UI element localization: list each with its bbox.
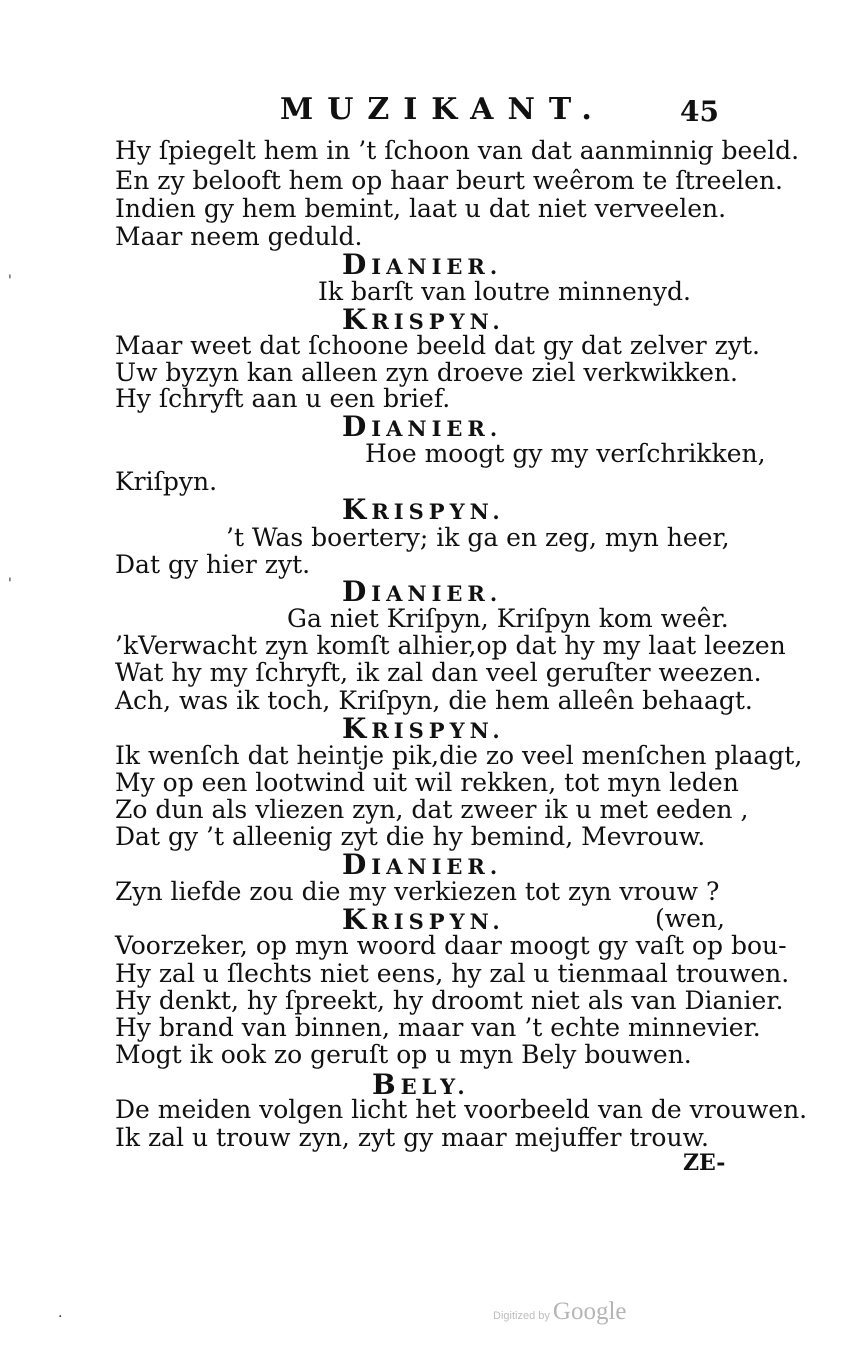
speaker-label: DIANIER. <box>342 848 503 881</box>
google-logo: Google <box>552 1298 627 1325</box>
margin-mark: ' <box>8 576 12 592</box>
verse-line: Ga niet Kriſpyn, Kriſpyn kom weêr. <box>287 604 729 633</box>
speaker-label: KRISPYN. <box>342 712 505 745</box>
speaker-label: KRISPYN. <box>342 493 505 526</box>
verse-line: Dat gy ’t alleenig zyt die hy bemind, Mevrouw. <box>115 822 706 851</box>
verse-line: Wat hy my ſchryft, ik zal dan veel geruſter weezen. <box>115 658 762 687</box>
verse-line: Indien gy hem bemint, laat u dat niet verveelen. <box>115 194 727 223</box>
speaker-label: KRISPYN. <box>342 303 505 336</box>
verse-line: En zy belooft hem op haar beurt weêrom te ſtreelen. <box>115 166 783 195</box>
verse-line: Hy ſchryft aan u een brief. <box>115 384 451 413</box>
margin-mark: . <box>58 1305 63 1321</box>
margin-mark: ' <box>8 273 12 289</box>
verse-line: Maar neem geduld. <box>115 222 363 251</box>
verse-line-overflow: (wen, <box>655 904 725 933</box>
running-title: MUZIKANT. <box>280 92 606 127</box>
verse-line: Hy ſpiegelt hem in ’t ſchoon van dat aanminnig beeld. <box>115 136 800 165</box>
verse-line: Maar weet dat ſchoone beeld dat gy dat zelver zyt. <box>115 331 760 360</box>
speaker-label: KRISPYN. <box>342 903 505 936</box>
verse-line: Ik zal u trouw zyn, zyt gy maar mejuffer trouw. <box>115 1123 709 1152</box>
catchword: ZE- <box>683 1150 726 1176</box>
verse-line: Uw byzyn kan alleen zyn droeve ziel verkwikken. <box>115 358 738 387</box>
speaker-label: DIANIER. <box>342 410 503 443</box>
verse-line: Ik barſt van loutre minnenyd. <box>318 277 691 306</box>
speaker-label: BELY. <box>372 1068 470 1101</box>
verse-line: Hy denkt, hy ſpreekt, hy droomt niet als van Dianier. <box>115 986 784 1015</box>
verse-line: De meiden volgen licht het voorbeeld van de vrouwen. <box>115 1095 808 1124</box>
verse-line: Ach, was ik toch, Kriſpyn, die hem alleên behaagt. <box>115 686 753 715</box>
verse-line: Hoe moogt gy my verſchrikken, <box>365 439 766 468</box>
verse-line: Hy brand van binnen, maar van ’t echte minnevier. <box>115 1013 761 1042</box>
digitized-watermark: Digitized by Google <box>493 1298 627 1325</box>
speaker-label: DIANIER. <box>342 248 503 281</box>
verse-line: Ik wenſch dat heintje pik,die zo veel menſchen plaagt, <box>115 741 803 770</box>
verse-line: Dat gy hier zyt. <box>115 550 311 579</box>
verse-line: Zo dun als vliezen zyn, dat zweer ik u met eeden , <box>115 795 749 824</box>
verse-line: Kriſpyn. <box>115 467 218 496</box>
verse-line: My op een lootwind uit wil rekken, tot myn leden <box>115 768 739 797</box>
verse-line: Mogt ik ook zo geruſt op u myn Bely bouwen. <box>115 1040 692 1069</box>
verse-line: Voorzeker, op myn woord daar moogt gy vaſt op bou- <box>115 931 787 960</box>
verse-line: Zyn liefde zou die my verkiezen tot zyn vrouw ? <box>115 877 720 906</box>
verse-line: ’kVerwacht zyn komſt alhier,op dat hy my laat leezen <box>115 631 786 660</box>
verse-line: Hy zal u ſlechts niet eens, hy zal u tienmaal trouwen. <box>115 959 790 988</box>
verse-line: ’t Was boertery; ik ga en zeg, myn heer, <box>226 523 730 552</box>
page-number: 45 <box>680 95 719 128</box>
speaker-label: DIANIER. <box>342 575 503 608</box>
